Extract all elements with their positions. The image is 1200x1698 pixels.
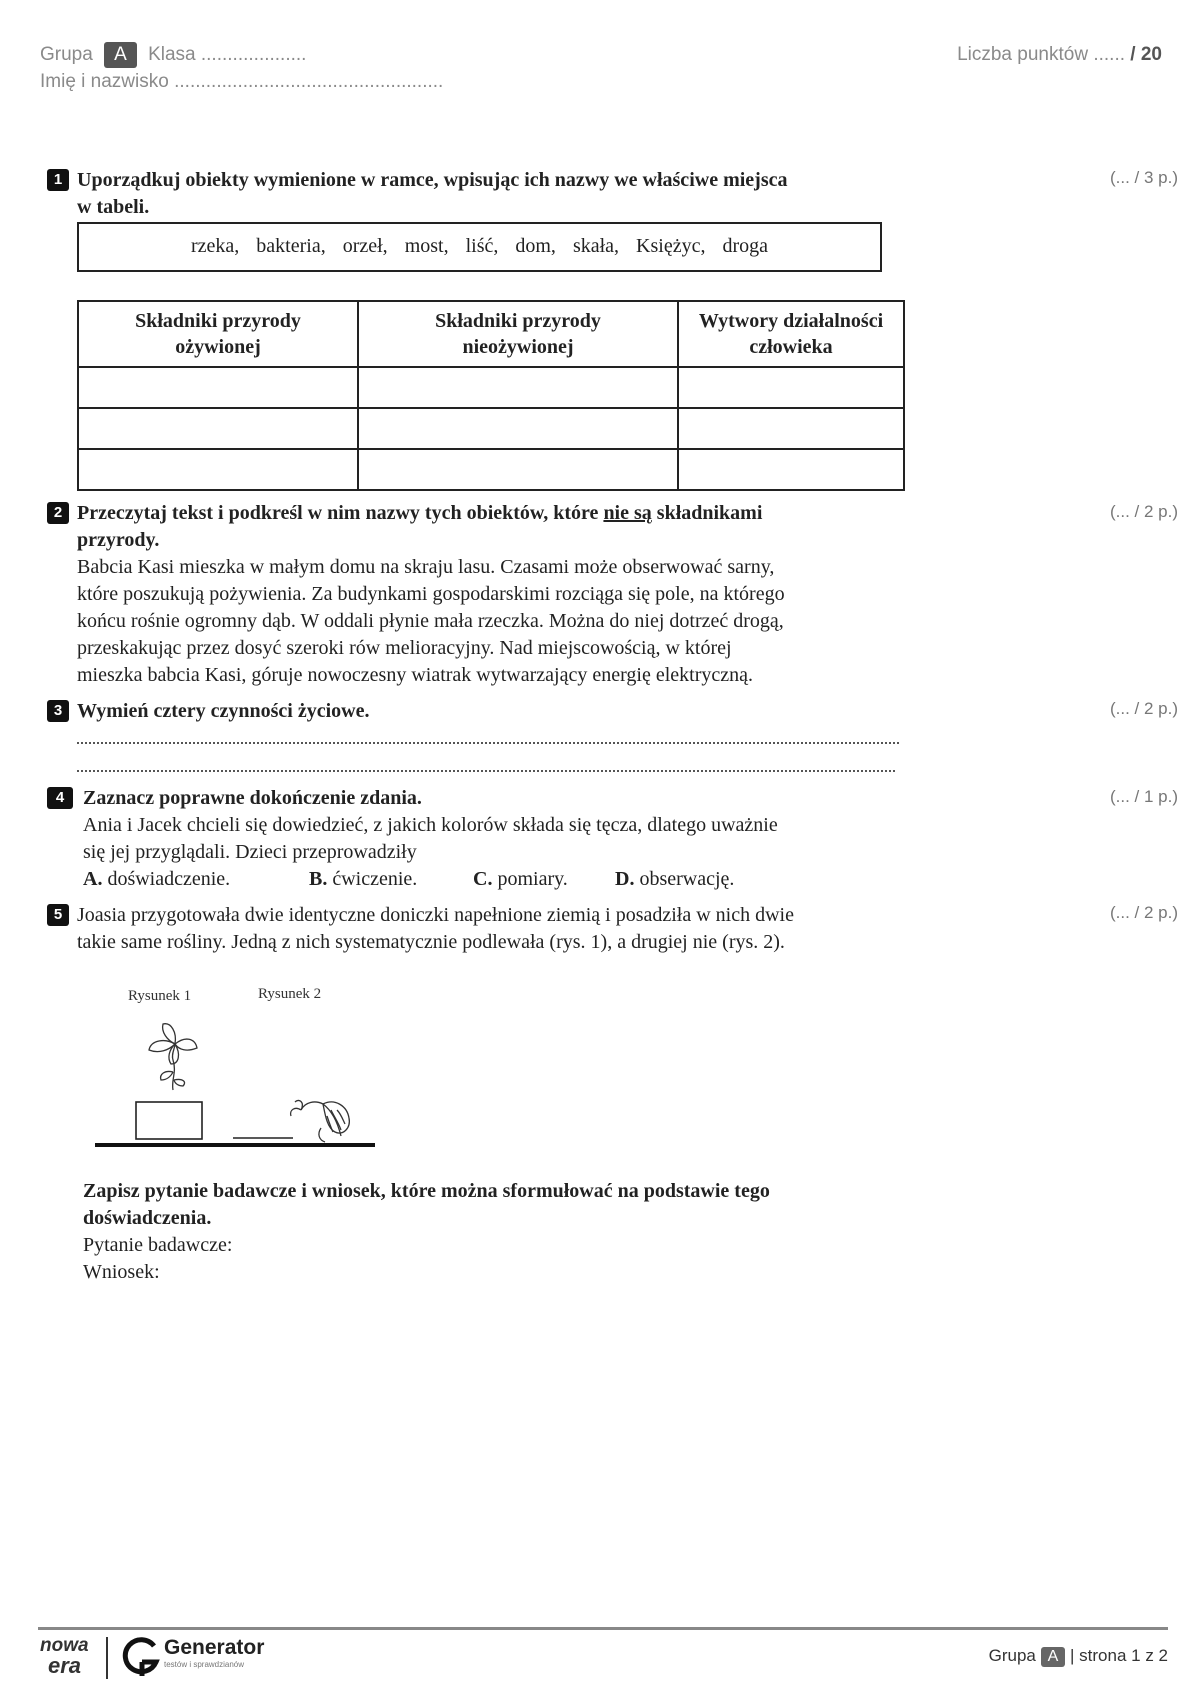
logo-text-bottom: era [48, 1653, 82, 1678]
task5-text [77, 902, 917, 956]
footer-group-badge: A [1041, 1647, 1066, 1667]
name-line [40, 71, 443, 93]
option-b[interactable]: B. ćwiczenie. [309, 868, 418, 890]
wilted-plant [291, 1100, 350, 1142]
task2-passage[interactable] [77, 554, 907, 689]
answer-cell[interactable] [78, 367, 358, 408]
name-label: Imię i nazwisko [40, 71, 169, 92]
points-total: / 20 [1130, 44, 1162, 65]
word: droga [722, 235, 768, 257]
research-question-label[interactable]: Pytanie badawcze: [83, 1234, 233, 1256]
sorting-table [77, 300, 905, 491]
conclusion-label[interactable]: Wniosek: [83, 1261, 160, 1283]
name-field[interactable]: ................................................... [174, 71, 444, 92]
figure1-label: Rysunek 1 [128, 988, 192, 1004]
column-header: Składniki przyrody nieożywionej [358, 301, 678, 367]
points-label: Liczba punktów [957, 44, 1089, 65]
task5-instruction-line1: Zapisz pytanie badawcze i wniosek, które można sformułować na podstawie tego [83, 1180, 770, 1202]
passage-line: Babcia Kasi mieszka w małym domu na skraju lasu. Czasami może obserwować sarny, [77, 556, 775, 578]
task5-text-line2: takie same rośliny. Jedną z nich systematycznie podlewała (rys. 1), a drugiej nie (rys. 2). [77, 931, 785, 953]
task4-content [83, 785, 913, 893]
answer-cell[interactable] [678, 408, 904, 449]
task3-number: 3 [47, 700, 69, 722]
task1-number: 1 [47, 169, 69, 191]
points-field[interactable]: ...... [1093, 44, 1126, 65]
group-badge: A [104, 42, 137, 68]
answer-cell[interactable] [678, 449, 904, 490]
task3-points: (... / 2 p.) [1109, 699, 1178, 718]
task5-instruction-line2: doświadczenia. [83, 1207, 212, 1229]
table-row [78, 408, 904, 449]
generator-subtitle: testów i sprawdzianów [164, 1660, 245, 1669]
answer-cell[interactable] [78, 449, 358, 490]
word: dom, [515, 235, 556, 257]
column-header: Wytwory działalności człowieka [678, 301, 904, 367]
answer-line[interactable] [77, 742, 899, 744]
task2-instruction-line2: przyrody. [77, 529, 160, 551]
group-line [40, 42, 306, 68]
underlined-text: nie są [603, 502, 652, 524]
word: orzeł, [342, 235, 388, 257]
generator-brand [164, 1636, 264, 1670]
task5-text-line1: Joasia przygotowała dwie identyczne doniczki napełnione ziemią i posadziła w nich dwie [77, 904, 794, 926]
generator-title: Generator [164, 1636, 265, 1659]
task2-number: 2 [47, 502, 69, 524]
logo-text-top: nowa [40, 1635, 89, 1656]
passage-line: końcu rośnie ogromny dąb. W oddali płynie mała rzeczka. Można do niej dotrzeć drogą, [77, 610, 784, 632]
passage-line: które poszukują pożywienia. Za budynkami gospodarskimi rozciąga się pole, na którego [77, 583, 785, 605]
task5-number: 5 [47, 904, 69, 926]
task4-points: (... / 1 p.) [1109, 787, 1178, 806]
task4-body-line2: się jej przyglądali. Dzieci przeprowadziły [83, 841, 417, 863]
pot-1 [136, 1102, 202, 1139]
page-info [989, 1646, 1168, 1667]
group-label: Grupa [40, 44, 93, 65]
task2-content [77, 500, 907, 689]
points-summary [957, 44, 1162, 66]
class-field[interactable]: .................... [200, 44, 307, 65]
figure2-label: Rysunek 2 [258, 986, 322, 1002]
column-header: Składniki przyrody ożywionej [78, 301, 358, 367]
answer-cell[interactable] [678, 367, 904, 408]
task1-instruction [77, 167, 787, 221]
answer-cell[interactable] [358, 408, 678, 449]
table-row [78, 367, 904, 408]
answer-cell[interactable] [78, 408, 358, 449]
word: skała, [572, 235, 620, 257]
word: rzeka, [191, 235, 240, 257]
answer-cell[interactable] [358, 449, 678, 490]
footer-group-label: Grupa [988, 1646, 1036, 1665]
generator-logo-icon [120, 1636, 162, 1680]
task1-instruction-line1: Uporządkuj obiekty wymienione w ramce, wpisując ich nazwy we właściwe miejsca [77, 169, 788, 191]
task5-instruction-block [83, 1178, 923, 1286]
task1-instruction-line2: w tabeli. [77, 196, 150, 218]
footer-divider [38, 1627, 1168, 1630]
table-header-row [78, 301, 904, 367]
task4-body-line1: Ania i Jacek chcieli się dowiedzieć, z jakich kolorów składa się tęcza, dlatego uważnie [83, 814, 778, 836]
answer-cell[interactable] [358, 367, 678, 408]
nowa-era-logo [40, 1636, 89, 1676]
option-c[interactable]: C. pomiary. [473, 868, 568, 890]
option-a[interactable]: A. doświadczenie. [83, 868, 231, 890]
page-number: | strona 1 z 2 [1070, 1646, 1168, 1665]
task3-instruction: Wymień cztery czynności życiowe. [77, 700, 370, 722]
word: most, [404, 235, 449, 257]
task4-instruction: Zaznacz poprawne dokończenie zdania. [83, 787, 422, 809]
answer-line[interactable] [77, 770, 895, 772]
experiment-illustration [95, 1010, 415, 1160]
word: bakteria, [256, 235, 326, 257]
task2-points: (... / 2 p.) [1109, 502, 1178, 521]
word: Księżyc, [636, 235, 706, 257]
word-box [77, 222, 882, 272]
class-label: Klasa [148, 44, 196, 65]
answer-options [83, 866, 913, 893]
table-row [78, 449, 904, 490]
watered-plant [149, 1024, 197, 1090]
task5-points: (... / 2 p.) [1109, 903, 1178, 922]
passage-line: przeskakując przez dosyć szeroki rów melioracyjny. Nad miejscowością, w której [77, 637, 732, 659]
passage-line: mieszka babcia Kasi, góruje nowoczesny wiatrak wytwarzający energię elektryczną. [77, 664, 753, 686]
option-d[interactable]: D. obserwację. [615, 868, 735, 890]
task1-points: (... / 3 p.) [1109, 168, 1178, 187]
word: liść, [465, 235, 499, 257]
task2-instruction: Przeczytaj tekst i podkreśl w nim nazwy tych obiektów, które nie są składnikami [77, 502, 763, 524]
task4-number: 4 [47, 787, 73, 809]
logo-separator [106, 1637, 108, 1679]
